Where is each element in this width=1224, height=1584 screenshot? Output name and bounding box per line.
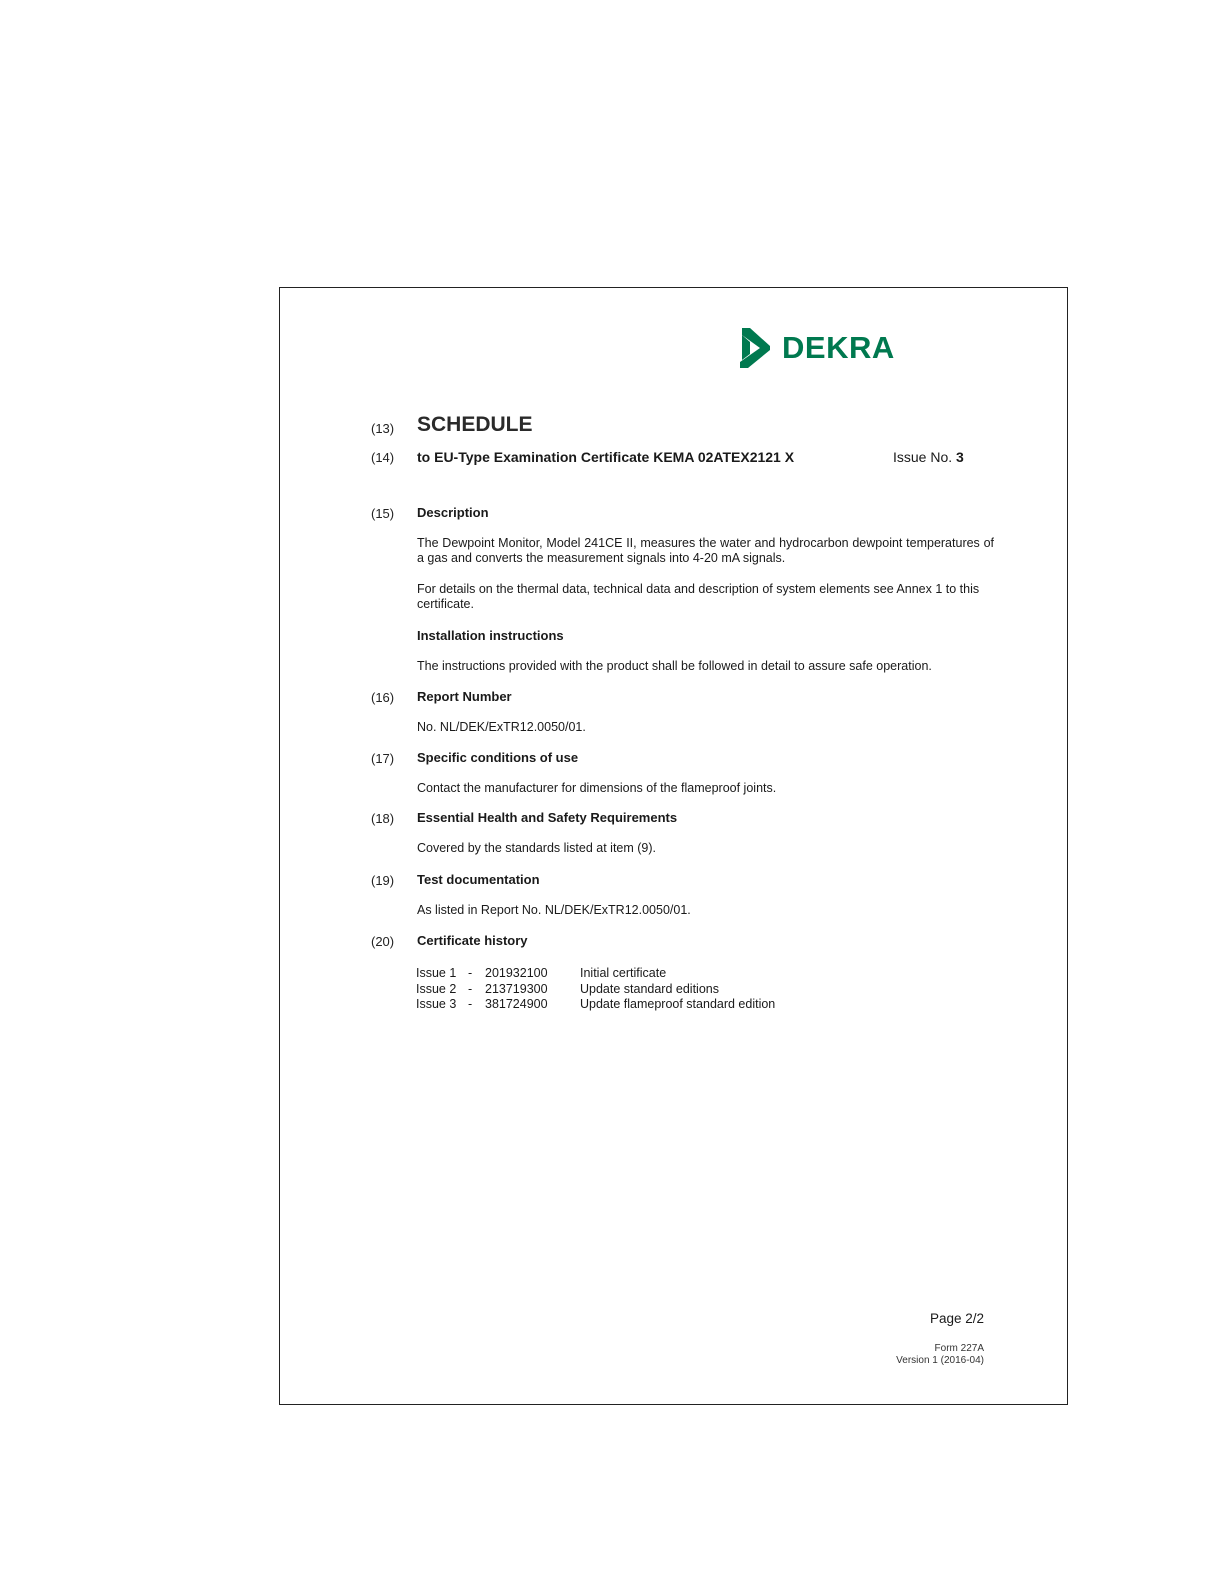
history-number: 381724900 (485, 997, 548, 1011)
installation-heading: Installation instructions (417, 628, 564, 643)
history-description: Initial certificate (580, 966, 667, 980)
issue-number (893, 449, 964, 465)
issue-value: 3 (956, 449, 964, 465)
page-number: Page 2/2 (929, 1311, 984, 1326)
history-dash: - (468, 997, 473, 1011)
section-number-15: (15) (371, 506, 395, 521)
logo-text: DEKRA (782, 330, 895, 365)
section-number-18: (18) (371, 811, 395, 826)
installation-text: The instructions provided with the product shall be followed in detail to assure safe operation. (417, 659, 932, 673)
schedule-title: SCHEDULE (417, 413, 533, 436)
description-heading: Description (417, 505, 489, 520)
version-text: Version 1 (2016-04) (896, 1355, 984, 1366)
section-number-20: (20) (371, 934, 395, 949)
dekra-logo-icon (738, 326, 774, 370)
form-version (896, 1343, 984, 1367)
description-paragraph-1: The Dewpoint Monitor, Model 241CE II, measures the water and hydrocarbon dewpoint temperatures of a gas and converts the measurement signals into 4-20 mA signals. (417, 536, 994, 565)
history-row (416, 966, 775, 982)
history-dash: - (468, 981, 473, 996)
section-number-16: (16) (371, 690, 395, 705)
conditions-heading: Specific conditions of use (417, 750, 579, 765)
history-issue: Issue 3 (416, 997, 457, 1011)
test-doc-heading: Test documentation (417, 872, 540, 887)
form-number: Form 227A (934, 1343, 984, 1354)
issue-label: Issue No. (893, 449, 953, 465)
certificate-reference: to EU-Type Examination Certificate KEMA 02ATEX2121 X (417, 449, 795, 465)
requirements-heading: Essential Health and Safety Requirements (417, 810, 678, 825)
history-description: Update standard editions (580, 981, 719, 996)
test-doc-text: As listed in Report No. NL/DEK/ExTR12.0050/01. (417, 903, 691, 917)
section-number-19: (19) (371, 873, 395, 888)
section-number-14: (14) (371, 450, 395, 465)
conditions-text: Contact the manufacturer for dimensions of the flameproof joints. (417, 781, 777, 795)
report-text: No. NL/DEK/ExTR12.0050/01. (417, 720, 586, 734)
history-table (416, 966, 775, 1013)
history-issue: Issue 2 (416, 981, 457, 996)
dekra-logo (738, 326, 895, 370)
requirements-text: Covered by the standards listed at item (9). (417, 841, 657, 855)
history-row (416, 982, 775, 998)
section-number-17: (17) (371, 751, 395, 766)
history-issue: Issue 1 (416, 966, 457, 980)
history-dash: - (468, 966, 473, 980)
history-heading: Certificate history (417, 933, 528, 948)
history-number: 213719300 (485, 981, 548, 996)
history-description: Update flameproof standard edition (580, 997, 776, 1011)
report-heading: Report Number (417, 689, 512, 704)
description-paragraph-2: For details on the thermal data, technical data and description of system elements see Annex 1 to this certificate. (417, 582, 980, 611)
history-number: 201932100 (485, 966, 548, 980)
history-row (416, 997, 775, 1013)
section-number-13: (13) (371, 421, 395, 436)
